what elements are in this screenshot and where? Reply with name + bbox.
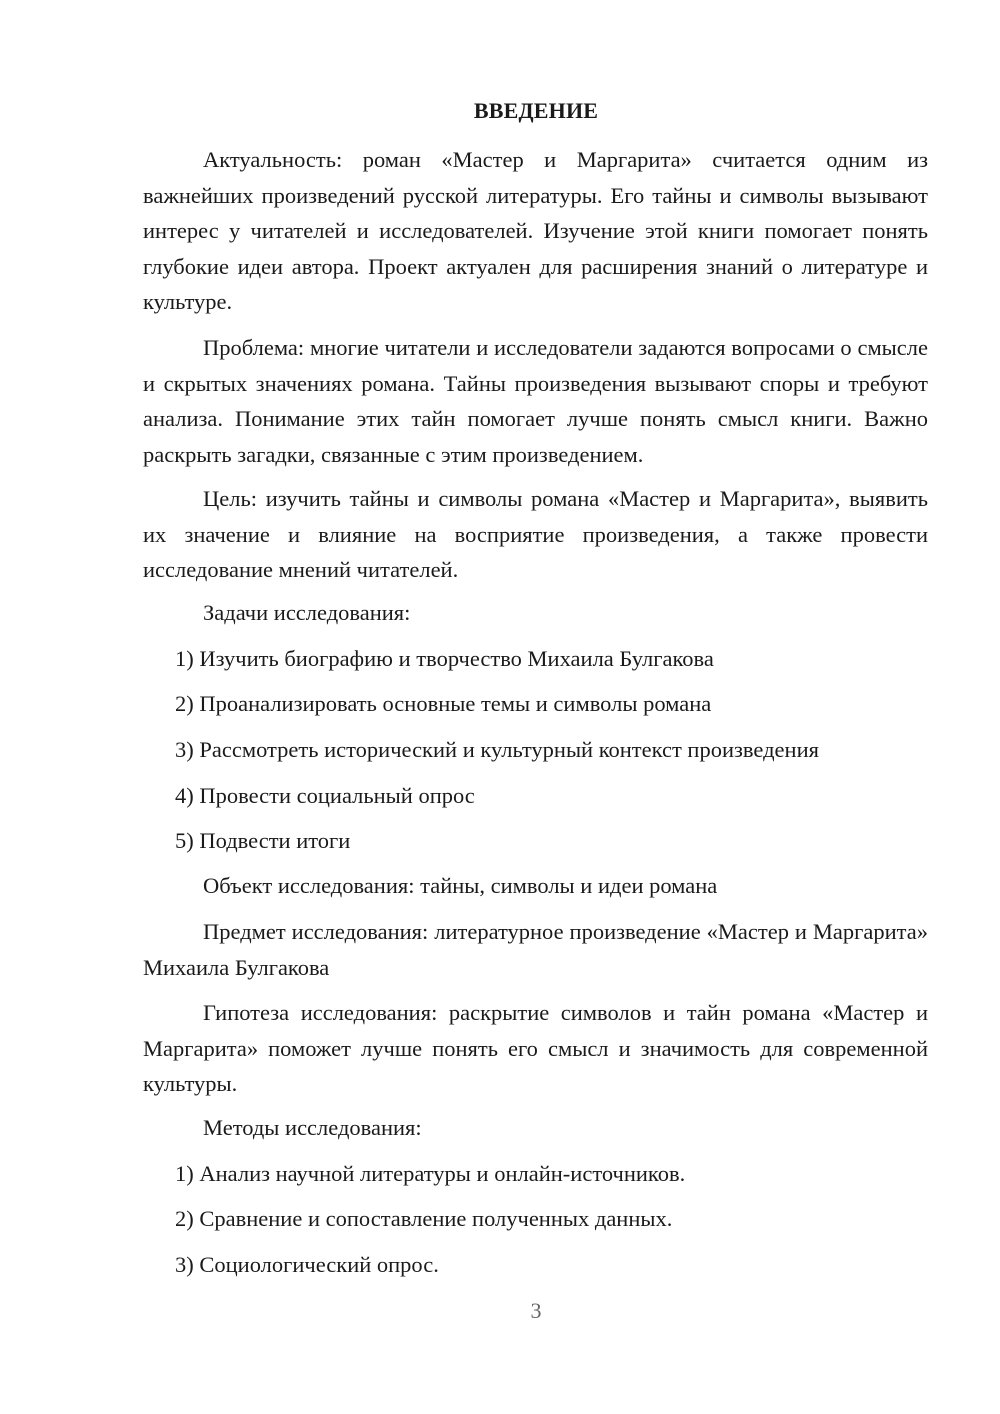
methods-title: Методы исследования:: [203, 1115, 422, 1140]
goal-paragraph: Цель: изучить тайны и символы романа «Мастер и Маргарита», выявить их значение и влияние на восприятие произведения, а также провести исследование мнений читателей.: [143, 486, 928, 582]
object-paragraph: Объект исследования: тайны, символы и идеи романа: [203, 873, 718, 898]
task-item: 4) Провести социальный опрос: [175, 783, 475, 808]
relevance-paragraph: Актуальность: роман «Мастер и Маргарита» считается одним из важнейших произведений русской литературы. Его тайны и символы вызывают интерес у читателей и исследователей. Изучение этой книги помогает понять глубокие идеи автора. Проект актуален для расширения знаний о литературе и культуре.: [143, 147, 928, 314]
problem-paragraph: Проблема: многие читатели и исследователи задаются вопросами о смысле и скрытых значениях романа. Тайны произведения вызывают споры и требуют анализа. Понимание этих тайн помогает лучше понять смысл книги. Важно раскрыть загадки, связанные с этим произведением.: [143, 335, 928, 467]
tasks-title: Задачи исследования:: [203, 600, 411, 625]
method-item: 2) Сравнение и сопоставление полученных данных.: [175, 1206, 673, 1231]
method-item: 1) Анализ научной литературы и онлайн-источников.: [175, 1161, 686, 1186]
task-item: 1) Изучить биографию и творчество Михаила Булгакова: [175, 646, 714, 671]
task-item: 3) Рассмотреть исторический и культурный контекст произведения: [175, 737, 819, 762]
task-item: 5) Подвести итоги: [175, 828, 351, 853]
method-item: 3) Социологический опрос.: [175, 1252, 439, 1277]
task-item: 2) Проанализировать основные темы и символы романа: [175, 691, 712, 716]
hypothesis-paragraph: Гипотеза исследования: раскрытие символов и тайн романа «Мастер и Маргарита» поможет лучше понять его смысл и значимость для современной культуры.: [143, 1000, 928, 1096]
page-number: 3: [530, 1298, 542, 1323]
page-title: ВВЕДЕНИЕ: [473, 98, 599, 123]
subject-paragraph: Предмет исследования: литературное произведение «Мастер и Маргарита» Михаила Булгакова: [143, 919, 928, 980]
